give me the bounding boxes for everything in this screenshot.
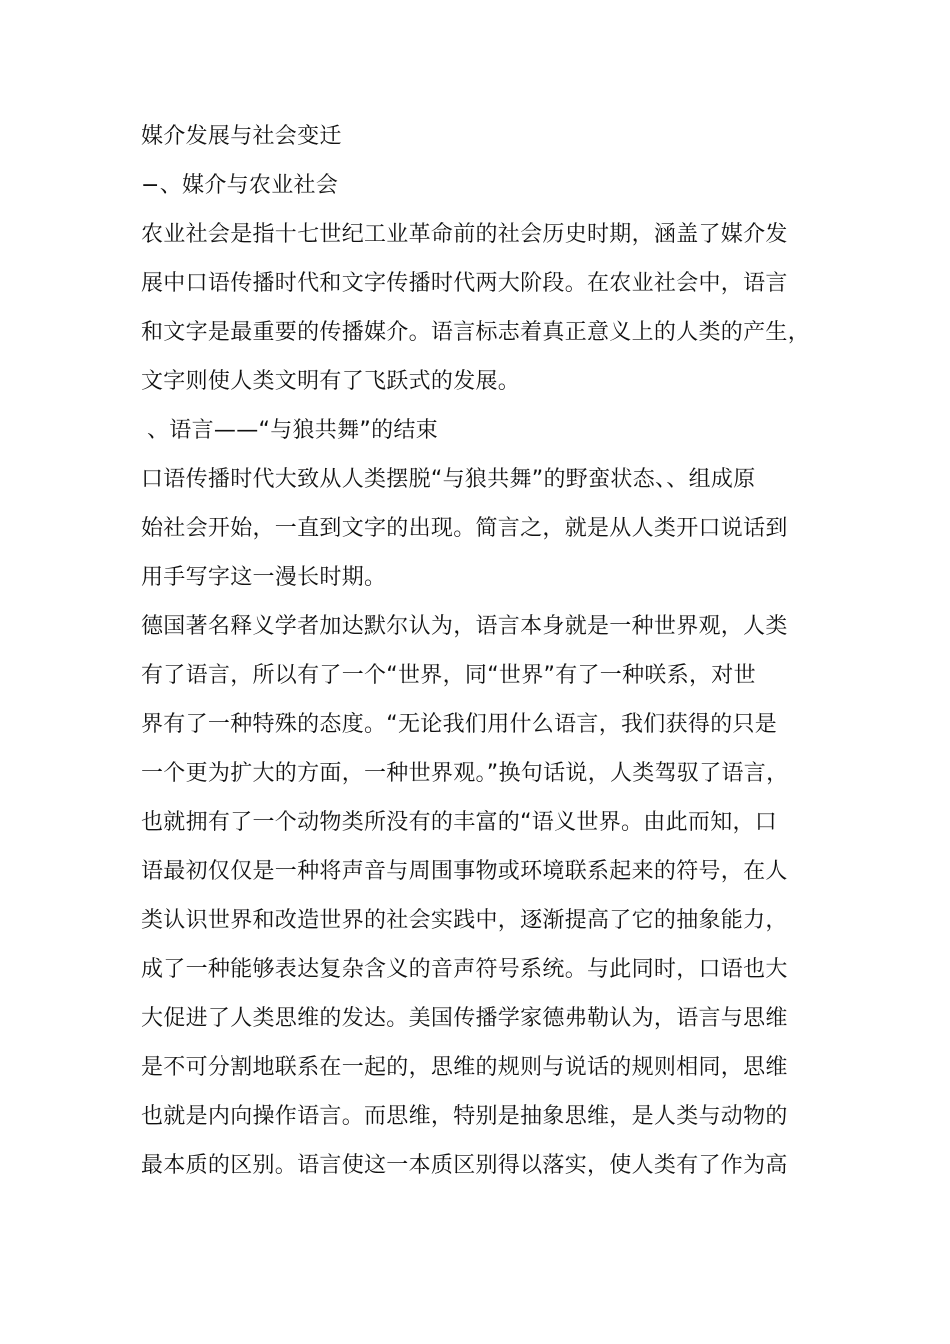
intro-line: 文字则使人类文明有了飞跃式的发展。 [141, 369, 521, 394]
paragraph-line: 口语传播时代大致从人类摆脱“与狼共舞”的野蛮状态、、组成原 [141, 467, 756, 492]
paragraph-line: 始社会开始，一直到文字的出现。简言之，就是从人类开口说话到 [141, 516, 788, 541]
paragraph-line: 类认识世界和改造世界的社会实践中，逐渐提高了它的抽象能力， [141, 908, 788, 933]
paragraph-line: 成了一种能够表达复杂含义的音声符号系统。与此同时，口语也大 [141, 957, 788, 982]
paragraph-line: 是不可分割地联系在一起的，思维的规则与说话的规则相同，思维 [141, 1055, 788, 1080]
paragraph-line: 大促进了人类思维的发达。美国传播学家德弗勒认为，语言与思维 [141, 1006, 788, 1031]
paragraph-line: 最本质的区别。语言使这一本质区别得以落实，使人类有了作为高 [141, 1153, 788, 1178]
subsection-heading: 、语言——“与狼共舞”的结束 [147, 418, 438, 443]
paragraph-line: 也就拥有了一个动物类所没有的丰富的“语义世界。由此而知，口 [141, 810, 778, 835]
intro-line: 展中口语传播时代和文字传播时代两大阶段。在农业社会中，语言 [141, 271, 788, 296]
document-page [141, 112, 831, 1190]
intro-line: 农业社会是指十七世纪工业革命前的社会历史时期，涵盖了媒介发 [141, 222, 788, 247]
paragraph-line: 界有了一种特殊的态度。“无论我们用什么语言，我们获得的只是 [141, 712, 778, 737]
paragraph-line: 用手写字这一漫长时期。 [141, 565, 387, 590]
paragraph-line: 一个更为扩大的方面，一种世界观。”换句话说，人类驾驭了语言， [141, 761, 789, 786]
paragraph-line: 德国著名释义学者加达默尔认为，语言本身就是一种世界观，人类 [141, 614, 788, 639]
section-heading: −、媒介与农业社会 [141, 173, 339, 198]
paragraph-line: 有了语言，所以有了一个“世界，同“世界”有了一种咲系，对世 [141, 663, 756, 688]
document-title: 媒介发展与社会变迁 [141, 124, 342, 149]
paragraph-line: 也就是内向操作语言。而思维，特别是抽象思维，是人类与动物的 [141, 1104, 788, 1129]
paragraph-line: 语最初仅仅是一种将声音与周围事物或环境联系起来的符号，在人 [141, 859, 788, 884]
intro-line: 和文字是最重要的传播媒介。语言标志着真正意义上的人类的产生， [141, 320, 811, 345]
